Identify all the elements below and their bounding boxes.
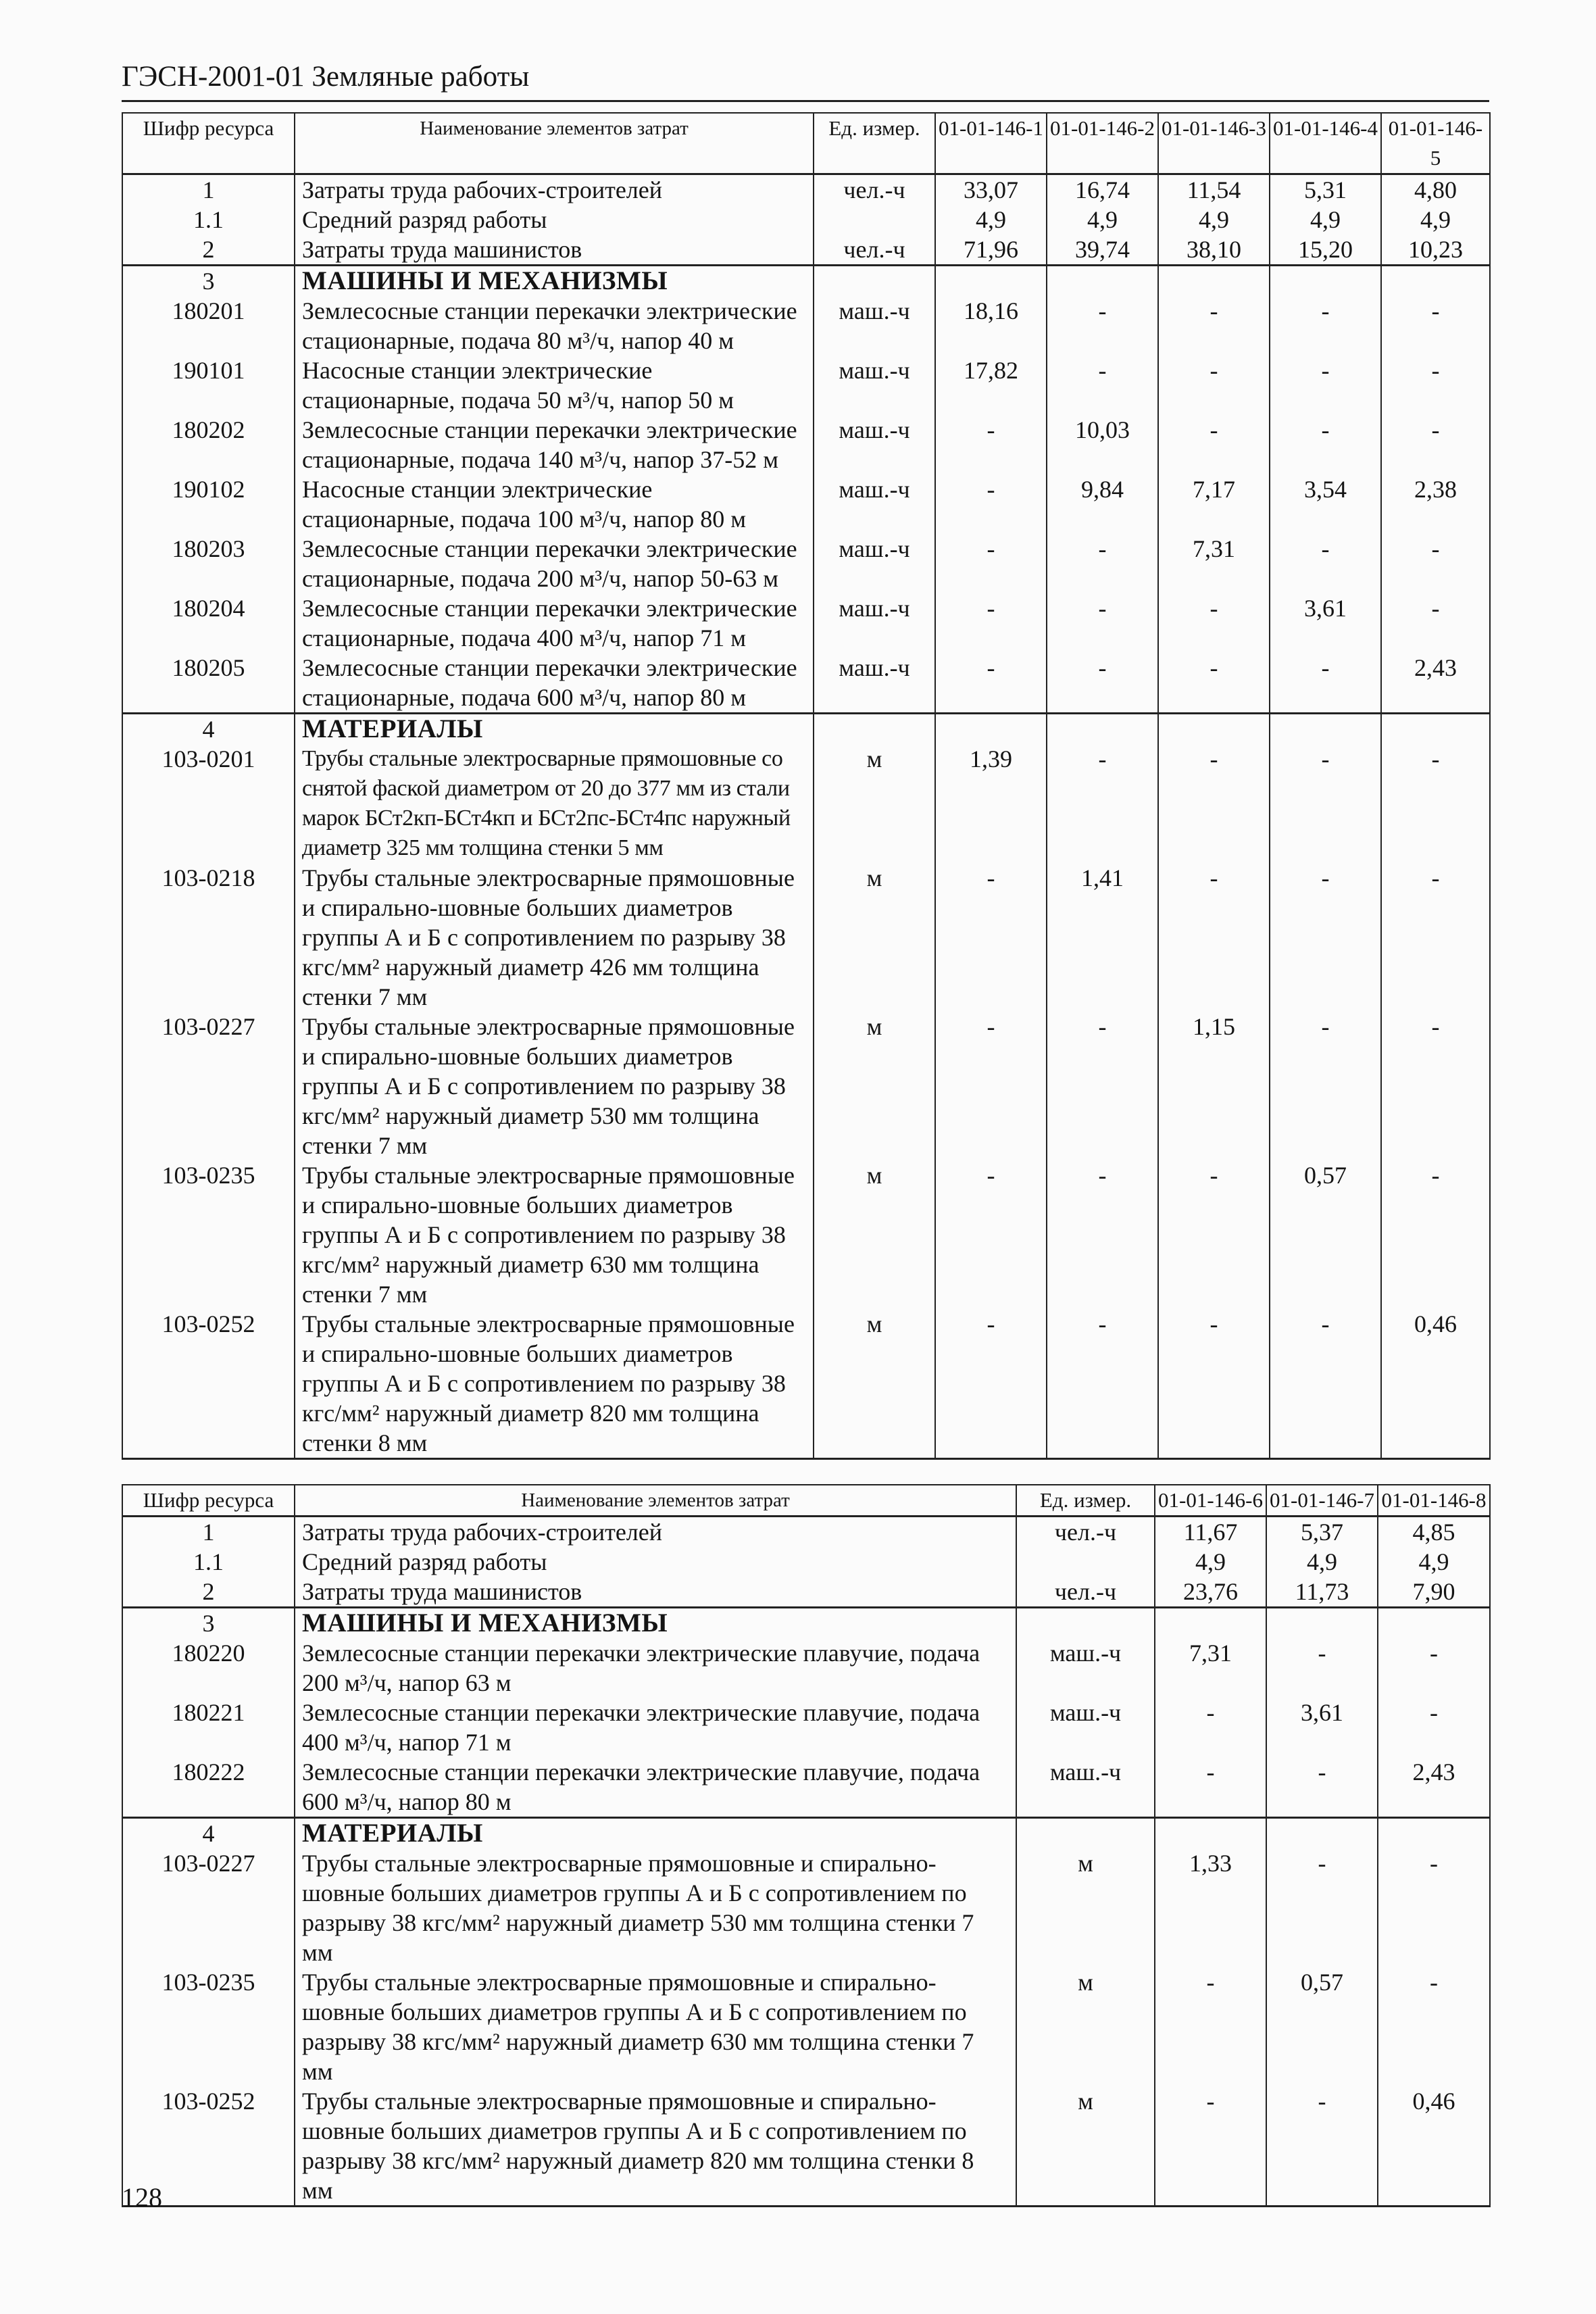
norm-value: 5,37 xyxy=(1266,1517,1378,1548)
cost-element-name: Землесосные станции перекачки электрические стационарные, подача 400 м³/ч, напор 71 м xyxy=(295,593,814,653)
norm-value: 7,31 xyxy=(1158,534,1270,593)
norm-value: - xyxy=(1381,415,1490,474)
norm-value: - xyxy=(1270,1012,1381,1160)
cost-element-name: Насосные станции электрические стационарные, подача 100 м³/ч, напор 80 м xyxy=(295,474,814,534)
norm-value: - xyxy=(1155,2086,1266,2207)
norm-value: - xyxy=(1158,296,1270,355)
resource-code: 103-0252 xyxy=(122,1309,295,1459)
norm-value: - xyxy=(1270,415,1381,474)
resource-code: 4 xyxy=(122,714,295,745)
norm-value: - xyxy=(1270,1309,1381,1459)
norm-value: - xyxy=(1381,744,1490,863)
norm-value: 0,57 xyxy=(1270,1160,1381,1309)
table-row xyxy=(122,266,1490,297)
cost-element-name: Землесосные станции перекачки электрические стационарные, подача 140 м³/ч, напор 37-52 м xyxy=(295,415,814,474)
col-header-code: Шифр ресурса xyxy=(122,1485,295,1517)
norm-value: - xyxy=(1155,1757,1266,1818)
resource-code: 180220 xyxy=(122,1638,295,1698)
norm-value: - xyxy=(1047,534,1158,593)
unit-of-measure: м xyxy=(1016,2086,1155,2207)
col-header-norm-2: 01-01-146-2 xyxy=(1047,113,1158,174)
norm-value: - xyxy=(935,593,1047,653)
table-row xyxy=(122,1818,1490,1849)
norm-value: 11,73 xyxy=(1266,1577,1378,1608)
norm-value: - xyxy=(1047,744,1158,863)
col-header-unit: Ед. измер. xyxy=(1016,1485,1155,1517)
table-header-row xyxy=(122,1485,1490,1517)
cost-element-name: МАШИНЫ И МЕХАНИЗМЫ xyxy=(295,1608,1016,1639)
norm-value xyxy=(1047,266,1158,297)
norm-value: 4,9 xyxy=(1266,1547,1378,1577)
col-header-code: Шифр ресурса xyxy=(122,113,295,174)
norm-value: 7,90 xyxy=(1378,1577,1490,1608)
cost-element-name: Трубы стальные электросварные прямошовные и спирально-шовные больших диаметров группы А и Б с сопротивлением по разрыву 38 кгс/мм² наружный диаметр 630 мм толщина стенки 7 мм xyxy=(295,1967,1016,2086)
norm-value: - xyxy=(1047,1012,1158,1160)
norm-value: 1,15 xyxy=(1158,1012,1270,1160)
unit-of-measure: м xyxy=(814,1309,935,1459)
norm-value: - xyxy=(1381,863,1490,1012)
cost-element-name: МАТЕРИАЛЫ xyxy=(295,714,814,745)
norm-value: - xyxy=(935,534,1047,593)
norm-value: - xyxy=(1158,653,1270,714)
table-row xyxy=(122,1848,1490,1967)
norm-value: 3,61 xyxy=(1270,593,1381,653)
cost-element-name: Насосные станции электрические стационарные, подача 50 м³/ч, напор 50 м xyxy=(295,355,814,415)
resource-code: 3 xyxy=(122,266,295,297)
norm-value: 0,46 xyxy=(1378,2086,1490,2207)
norm-value: - xyxy=(1270,744,1381,863)
table-row xyxy=(122,205,1490,235)
cost-element-name: Трубы стальные электросварные прямошовные и спирально-шовные больших диаметров группы А и Б с сопротивлением по разрыву 38 кгс/мм² наружный диаметр 530 мм толщина стенки 7 мм xyxy=(295,1012,814,1160)
cost-element-name: Затраты труда рабочих-строителей xyxy=(295,174,814,205)
norm-value: - xyxy=(1270,296,1381,355)
col-header-norm-6: 01-01-146-6 xyxy=(1155,1485,1266,1517)
page-header: ГЭСН-2001-01 Земляные работы xyxy=(122,61,530,93)
header-rule xyxy=(122,100,1489,102)
unit-of-measure: маш.-ч xyxy=(814,653,935,714)
col-header-name: Наименование элементов затрат xyxy=(295,113,814,174)
resource-code: 103-0201 xyxy=(122,744,295,863)
norm-value: - xyxy=(935,1012,1047,1160)
norm-value: - xyxy=(935,415,1047,474)
norm-value: - xyxy=(1158,355,1270,415)
norm-value: - xyxy=(1381,1012,1490,1160)
norm-value xyxy=(935,714,1047,745)
col-header-norm-7: 01-01-146-7 xyxy=(1266,1485,1378,1517)
unit-of-measure: маш.-ч xyxy=(1016,1757,1155,1818)
norm-value: - xyxy=(1158,744,1270,863)
norm-value: - xyxy=(1266,1848,1378,1967)
cost-element-name: Землесосные станции перекачки электрические плавучие, подача 400 м³/ч, напор 71 м xyxy=(295,1698,1016,1757)
norm-value xyxy=(1047,714,1158,745)
norm-value: 7,17 xyxy=(1158,474,1270,534)
table-row xyxy=(122,714,1490,745)
page-number: 128 xyxy=(122,2182,162,2213)
resource-code: 1.1 xyxy=(122,1547,295,1577)
norm-value: - xyxy=(1266,2086,1378,2207)
cost-element-name: Трубы стальные электросварные прямошовные со снятой фаской диаметром от 20 до 377 мм из стали марок БСт2кп-БСт4кп и БСт2пс-БСт4пс наружный диаметр 325 мм толщина стенки 5 мм xyxy=(295,744,814,863)
resource-code: 180201 xyxy=(122,296,295,355)
resource-code: 2 xyxy=(122,235,295,266)
norm-value: 2,43 xyxy=(1381,653,1490,714)
cost-element-name: Трубы стальные электросварные прямошовные и спирально-шовные больших диаметров группы А и Б с сопротивлением по разрыву 38 кгс/мм² наружный диаметр 630 мм толщина стенки 7 мм xyxy=(295,1160,814,1309)
norm-value: - xyxy=(1381,1160,1490,1309)
norm-value: - xyxy=(1047,296,1158,355)
norm-value: 3,61 xyxy=(1266,1698,1378,1757)
cost-element-name: Средний разряд работы xyxy=(295,1547,1016,1577)
cost-element-name: Затраты труда рабочих-строителей xyxy=(295,1517,1016,1548)
cost-element-name: Трубы стальные электросварные прямошовные и спирально-шовные больших диаметров группы А и Б с сопротивлением по разрыву 38 кгс/мм² наружный диаметр 530 мм толщина стенки 7 мм xyxy=(295,1848,1016,1967)
cost-element-name: МАШИНЫ И МЕХАНИЗМЫ xyxy=(295,266,814,297)
norm-value: 4,9 xyxy=(935,205,1047,235)
cost-element-name: Трубы стальные электросварные прямошовные и спирально-шовные больших диаметров группы А и Б с сопротивлением по разрыву 38 кгс/мм² наружный диаметр 820 мм толщина стенки 8 мм xyxy=(295,2086,1016,2207)
norm-value: - xyxy=(1378,1698,1490,1757)
norm-value: - xyxy=(1378,1967,1490,2086)
unit-of-measure xyxy=(814,714,935,745)
table-row xyxy=(122,653,1490,714)
norm-value: 71,96 xyxy=(935,235,1047,266)
norm-value xyxy=(1158,714,1270,745)
col-header-norm-8: 01-01-146-8 xyxy=(1378,1485,1490,1517)
norm-value: - xyxy=(1381,355,1490,415)
unit-of-measure: м xyxy=(814,863,935,1012)
table-row xyxy=(122,1967,1490,2086)
norm-value: - xyxy=(1047,653,1158,714)
resource-code: 4 xyxy=(122,1818,295,1849)
resource-code: 103-0227 xyxy=(122,1848,295,1967)
resource-code: 180204 xyxy=(122,593,295,653)
norm-value: 1,39 xyxy=(935,744,1047,863)
norm-value xyxy=(1155,1608,1266,1639)
resource-code: 190102 xyxy=(122,474,295,534)
norm-value: - xyxy=(1047,1160,1158,1309)
unit-of-measure: м xyxy=(814,744,935,863)
norm-value xyxy=(1266,1608,1378,1639)
table-row xyxy=(122,415,1490,474)
unit-of-measure: чел.-ч xyxy=(814,235,935,266)
norm-value: - xyxy=(935,653,1047,714)
cost-element-name: Затраты труда машинистов xyxy=(295,235,814,266)
col-header-name: Наименование элементов затрат xyxy=(295,1485,1016,1517)
unit-of-measure: чел.-ч xyxy=(1016,1517,1155,1548)
cost-element-name: Трубы стальные электросварные прямошовные и спирально-шовные больших диаметров группы А и Б с сопротивлением по разрыву 38 кгс/мм² наружный диаметр 820 мм толщина стенки 8 мм xyxy=(295,1309,814,1459)
norm-value: - xyxy=(1047,593,1158,653)
table-row xyxy=(122,1160,1490,1309)
resource-code: 180205 xyxy=(122,653,295,714)
table-row xyxy=(122,744,1490,863)
norm-value: 10,03 xyxy=(1047,415,1158,474)
table-row xyxy=(122,1608,1490,1639)
norm-value: - xyxy=(1270,534,1381,593)
resource-code: 190101 xyxy=(122,355,295,415)
norm-value: 11,54 xyxy=(1158,174,1270,205)
norm-value xyxy=(1266,1818,1378,1849)
unit-of-measure: маш.-ч xyxy=(1016,1698,1155,1757)
table-row xyxy=(122,863,1490,1012)
norms-table-1 xyxy=(122,112,1491,1460)
resource-code: 1 xyxy=(122,1517,295,1548)
norm-value xyxy=(1270,714,1381,745)
norm-value: - xyxy=(1378,1638,1490,1698)
norm-value: - xyxy=(1270,863,1381,1012)
table-row xyxy=(122,1577,1490,1608)
norm-value: 4,9 xyxy=(1155,1547,1266,1577)
norm-value: 10,23 xyxy=(1381,235,1490,266)
unit-of-measure xyxy=(814,266,935,297)
cost-element-name: Средний разряд работы xyxy=(295,205,814,235)
norm-value: - xyxy=(935,1160,1047,1309)
norm-value: - xyxy=(935,863,1047,1012)
cost-element-name: Землесосные станции перекачки электрические стационарные, подача 80 м³/ч, напор 40 м xyxy=(295,296,814,355)
norm-value: 1,33 xyxy=(1155,1848,1266,1967)
norm-value: 15,20 xyxy=(1270,235,1381,266)
unit-of-measure: м xyxy=(1016,1848,1155,1967)
norm-value: 4,9 xyxy=(1047,205,1158,235)
resource-code: 3 xyxy=(122,1608,295,1639)
unit-of-measure xyxy=(1016,1608,1155,1639)
norm-value: 17,82 xyxy=(935,355,1047,415)
unit-of-measure: м xyxy=(814,1012,935,1160)
norm-value: - xyxy=(1155,1698,1266,1757)
norm-value: 7,31 xyxy=(1155,1638,1266,1698)
norm-value: 3,54 xyxy=(1270,474,1381,534)
resource-code: 1.1 xyxy=(122,205,295,235)
unit-of-measure: маш.-ч xyxy=(814,415,935,474)
cost-element-name: МАТЕРИАЛЫ xyxy=(295,1818,1016,1849)
table-body xyxy=(122,1517,1490,2207)
norm-value: 4,9 xyxy=(1158,205,1270,235)
cost-element-name: Затраты труда машинистов xyxy=(295,1577,1016,1608)
col-header-unit: Ед. измер. xyxy=(814,113,935,174)
norm-value: 18,16 xyxy=(935,296,1047,355)
norm-value: - xyxy=(1381,593,1490,653)
norm-value: 4,9 xyxy=(1381,205,1490,235)
norm-value: 1,41 xyxy=(1047,863,1158,1012)
table-row xyxy=(122,1547,1490,1577)
norm-value: - xyxy=(1158,1309,1270,1459)
unit-of-measure: м xyxy=(814,1160,935,1309)
norm-value: 39,74 xyxy=(1047,235,1158,266)
table-row xyxy=(122,1638,1490,1698)
norm-value: - xyxy=(1270,653,1381,714)
cost-element-name: Землесосные станции перекачки электрические стационарные, подача 200 м³/ч, напор 50-63 м xyxy=(295,534,814,593)
col-header-norm-4: 01-01-146-4 xyxy=(1270,113,1381,174)
table-row xyxy=(122,474,1490,534)
norm-value: - xyxy=(1047,1309,1158,1459)
norm-value: - xyxy=(1266,1638,1378,1698)
col-header-norm-5: 01-01-146-5 xyxy=(1381,113,1490,174)
unit-of-measure: чел.-ч xyxy=(814,174,935,205)
cost-element-name: Трубы стальные электросварные прямошовные и спирально-шовные больших диаметров группы А и Б с сопротивлением по разрыву 38 кгс/мм² наружный диаметр 426 мм толщина стенки 7 мм xyxy=(295,863,814,1012)
norm-value xyxy=(1158,266,1270,297)
norm-value: - xyxy=(935,474,1047,534)
table-header-row xyxy=(122,113,1490,174)
norm-value: - xyxy=(1270,355,1381,415)
norm-value: 5,31 xyxy=(1270,174,1381,205)
unit-of-measure xyxy=(1016,1547,1155,1577)
table-row xyxy=(122,355,1490,415)
resource-code: 180203 xyxy=(122,534,295,593)
norm-value: - xyxy=(935,1309,1047,1459)
unit-of-measure: м xyxy=(1016,1967,1155,2086)
unit-of-measure xyxy=(814,205,935,235)
norm-value: 2,43 xyxy=(1378,1757,1490,1818)
resource-code: 103-0235 xyxy=(122,1967,295,2086)
norm-value: 16,74 xyxy=(1047,174,1158,205)
norm-value: 33,07 xyxy=(935,174,1047,205)
norm-value: - xyxy=(1158,863,1270,1012)
resource-code: 180202 xyxy=(122,415,295,474)
table-row xyxy=(122,1757,1490,1818)
norm-value: - xyxy=(1381,296,1490,355)
norm-value: 0,46 xyxy=(1381,1309,1490,1459)
norm-value xyxy=(1381,714,1490,745)
norm-value xyxy=(1270,266,1381,297)
col-header-norm-3: 01-01-146-3 xyxy=(1158,113,1270,174)
resource-code: 2 xyxy=(122,1577,295,1608)
unit-of-measure xyxy=(1016,1818,1155,1849)
cost-element-name: Землесосные станции перекачки электрические стационарные, подача 600 м³/ч, напор 80 м xyxy=(295,653,814,714)
norm-value: - xyxy=(1381,534,1490,593)
norm-value: 4,80 xyxy=(1381,174,1490,205)
norm-value: 4,85 xyxy=(1378,1517,1490,1548)
unit-of-measure: чел.-ч xyxy=(1016,1577,1155,1608)
norm-value: - xyxy=(1158,593,1270,653)
table-row xyxy=(122,593,1490,653)
resource-code: 103-0227 xyxy=(122,1012,295,1160)
resource-code: 103-0252 xyxy=(122,2086,295,2207)
norm-value: - xyxy=(1158,1160,1270,1309)
norm-value xyxy=(935,266,1047,297)
resource-code: 1 xyxy=(122,174,295,205)
table-row xyxy=(122,296,1490,355)
norm-value: 4,9 xyxy=(1270,205,1381,235)
resource-code: 180221 xyxy=(122,1698,295,1757)
resource-code: 103-0218 xyxy=(122,863,295,1012)
norm-value xyxy=(1381,266,1490,297)
unit-of-measure: маш.-ч xyxy=(814,474,935,534)
cost-element-name: Землесосные станции перекачки электрические плавучие, подача 600 м³/ч, напор 80 м xyxy=(295,1757,1016,1818)
norm-value: 38,10 xyxy=(1158,235,1270,266)
table-row xyxy=(122,174,1490,205)
norm-value: 4,9 xyxy=(1378,1547,1490,1577)
cost-element-name: Землесосные станции перекачки электрические плавучие, подача 200 м³/ч, напор 63 м xyxy=(295,1638,1016,1698)
table-row xyxy=(122,1012,1490,1160)
table-row xyxy=(122,1309,1490,1459)
norm-value xyxy=(1378,1818,1490,1849)
norm-value: 0,57 xyxy=(1266,1967,1378,2086)
norm-value: 9,84 xyxy=(1047,474,1158,534)
unit-of-measure: маш.-ч xyxy=(1016,1638,1155,1698)
norm-value: 2,38 xyxy=(1381,474,1490,534)
norm-value: 23,76 xyxy=(1155,1577,1266,1608)
table-row xyxy=(122,1698,1490,1757)
norms-table-2 xyxy=(122,1484,1491,2207)
table-row xyxy=(122,2086,1490,2207)
norm-value: - xyxy=(1266,1757,1378,1818)
norm-value xyxy=(1378,1608,1490,1639)
norm-value xyxy=(1155,1818,1266,1849)
table-row xyxy=(122,534,1490,593)
norm-value: - xyxy=(1155,1967,1266,2086)
unit-of-measure: маш.-ч xyxy=(814,593,935,653)
norm-value: - xyxy=(1047,355,1158,415)
unit-of-measure: маш.-ч xyxy=(814,296,935,355)
norm-value: - xyxy=(1378,1848,1490,1967)
norm-value: 11,67 xyxy=(1155,1517,1266,1548)
table-body xyxy=(122,174,1490,1459)
unit-of-measure: маш.-ч xyxy=(814,355,935,415)
table-row xyxy=(122,1517,1490,1548)
resource-code: 103-0235 xyxy=(122,1160,295,1309)
norm-value: - xyxy=(1158,415,1270,474)
unit-of-measure: маш.-ч xyxy=(814,534,935,593)
col-header-norm-1: 01-01-146-1 xyxy=(935,113,1047,174)
table-row xyxy=(122,235,1490,266)
resource-code: 180222 xyxy=(122,1757,295,1818)
